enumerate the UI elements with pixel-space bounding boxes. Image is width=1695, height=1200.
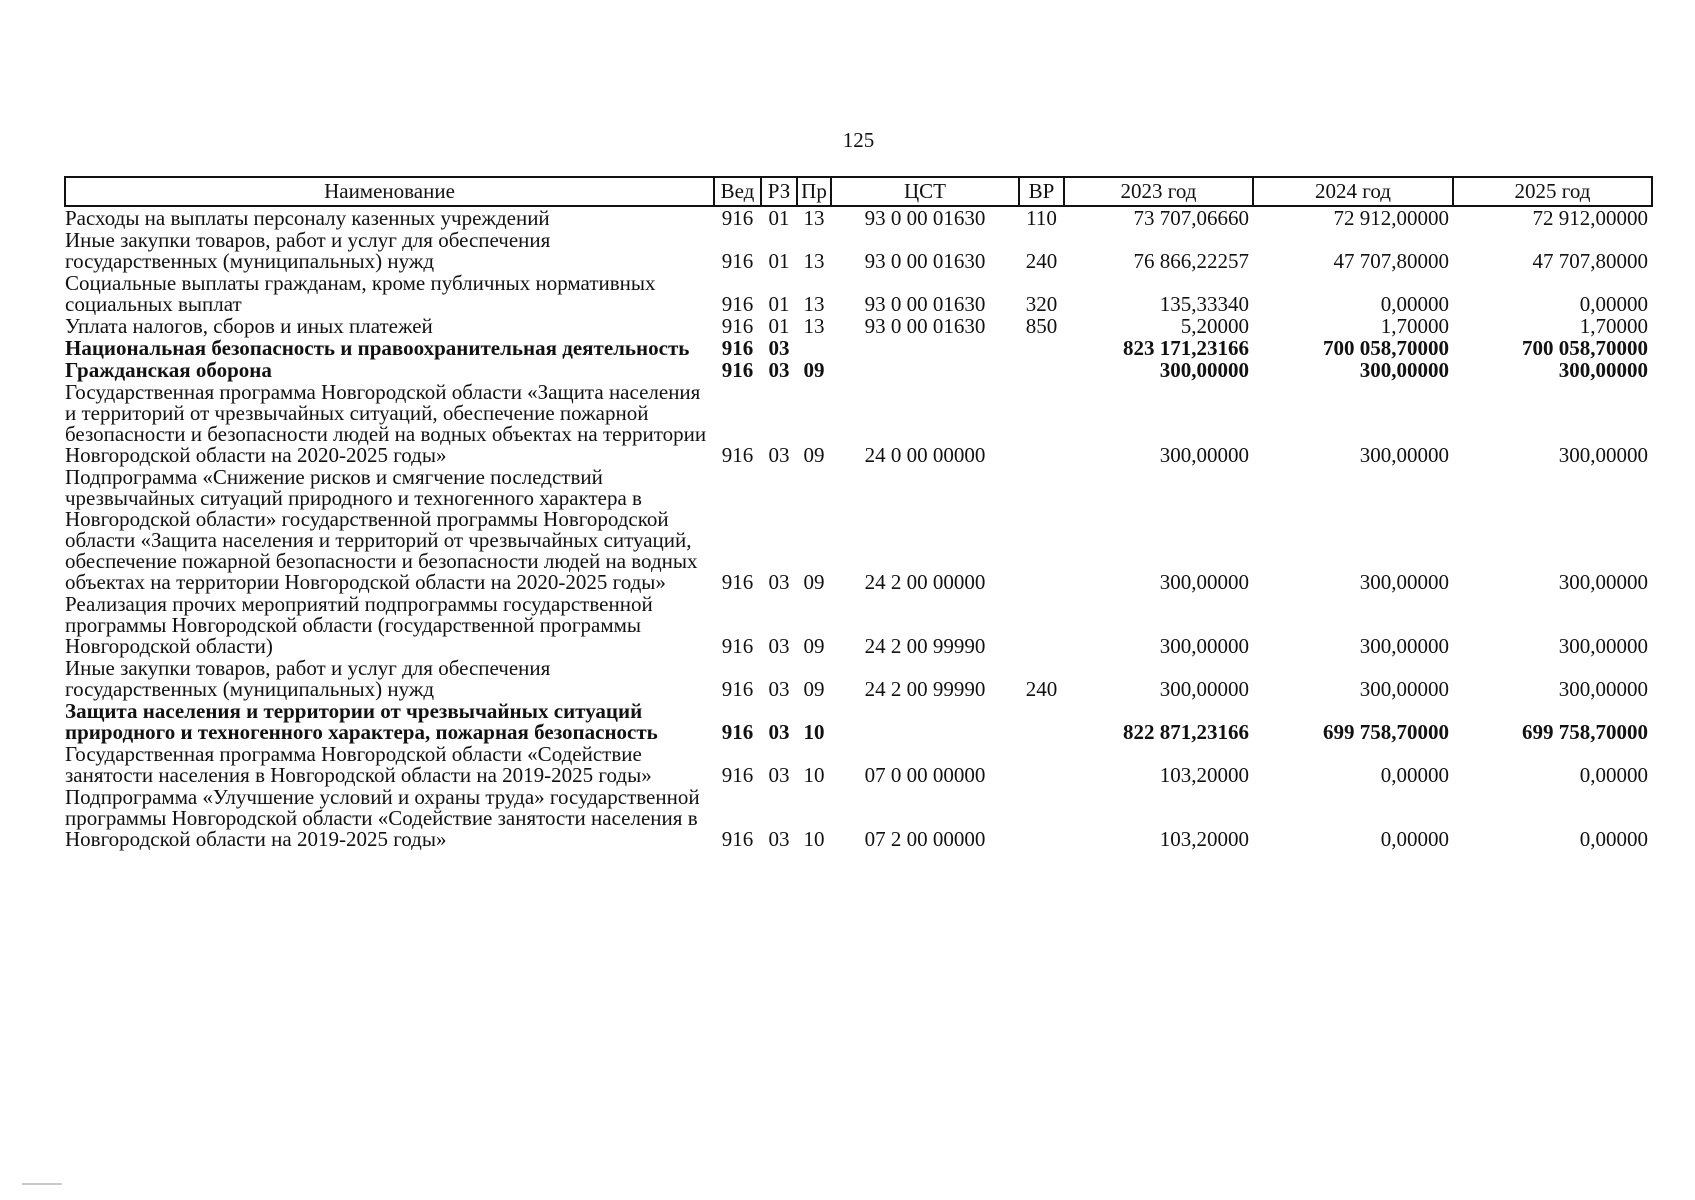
- cell-vr: [1019, 337, 1064, 359]
- header-name: Наименование: [65, 177, 714, 206]
- cell-2023: 822 871,23166: [1123, 720, 1249, 744]
- cell-2023: 300,00000: [1159, 634, 1249, 658]
- header-2025: 2025 год: [1453, 177, 1652, 206]
- table-row: [65, 381, 1652, 466]
- cell-ved: 916: [721, 336, 754, 360]
- cell-name: Государственная программа Новгородской области «Защита населения и территорий от чрезвычайных ситуаций, обеспечение пожарной безопасности и безопасности людей на водных объектах на территории Новгородской области на 2020-2025 годы»: [65, 380, 707, 467]
- cell-2023: 103,20000: [1159, 827, 1249, 851]
- cell-2023: 300,00000: [1159, 677, 1249, 701]
- cell-2024: 72 912,00000: [1333, 206, 1449, 230]
- cell-cst: 24 2 00 99990: [864, 634, 986, 658]
- cell-pr: 13: [803, 249, 825, 273]
- cell-cst: 07 2 00 00000: [864, 827, 986, 851]
- cell-cst: [831, 700, 1019, 743]
- cell-name: Реализация прочих мероприятий подпрограммы государственной программы Новгородской области (государственной программы Новгородской области): [65, 592, 653, 658]
- cell-vr: 850: [1025, 314, 1058, 338]
- scan-mark: [22, 1183, 62, 1185]
- cell-pr: 13: [803, 314, 825, 338]
- cell-name: Расходы на выплаты персоналу казенных учреждений: [65, 206, 550, 230]
- header-rz: РЗ: [761, 177, 797, 206]
- cell-vr: [1019, 593, 1064, 657]
- table-row: [65, 359, 1652, 381]
- cell-ved: 916: [721, 314, 754, 338]
- cell-ved: 916: [721, 720, 754, 744]
- cell-pr: 09: [803, 634, 825, 658]
- cell-2024: 300,00000: [1359, 358, 1449, 382]
- cell-2023: 300,00000: [1159, 570, 1249, 594]
- cell-2024: 300,00000: [1359, 443, 1449, 467]
- table-row: [65, 786, 1652, 850]
- table-row: [65, 466, 1652, 593]
- cell-2025: 0,00000: [1579, 827, 1648, 851]
- budget-table: [64, 176, 1653, 850]
- cell-rz: 01: [768, 292, 790, 316]
- cell-2023: 5,20000: [1180, 314, 1249, 338]
- cell-rz: 03: [768, 763, 790, 787]
- cell-ved: 916: [721, 249, 754, 273]
- cell-pr: 09: [803, 570, 825, 594]
- cell-vr: 240: [1025, 677, 1058, 701]
- cell-rz: 03: [768, 443, 790, 467]
- cell-name: Подпрограмма «Снижение рисков и смягчение последствий чрезвычайных ситуаций природного и техногенного характера в Новгородской области» государственной программы Новгородской области «Защита населения и территорий от чрезвычайных ситуаций, обеспечение пожарной безопасности и безопасности людей на водных объектах на территории Новгородской области на 2020-2025 годы»: [65, 465, 698, 594]
- cell-2023: 300,00000: [1159, 443, 1249, 467]
- cell-2025: 700 058,70000: [1522, 336, 1648, 360]
- table-row: [65, 593, 1652, 657]
- cell-2025: 0,00000: [1579, 292, 1648, 316]
- cell-pr: 09: [803, 358, 825, 382]
- cell-rz: 03: [768, 570, 790, 594]
- table-row: [65, 315, 1652, 337]
- cell-2024: 0,00000: [1380, 292, 1449, 316]
- cell-2025: 300,00000: [1558, 677, 1648, 701]
- cell-2025: 699 758,70000: [1522, 720, 1648, 744]
- cell-2024: 300,00000: [1359, 677, 1449, 701]
- cell-pr: 13: [803, 292, 825, 316]
- cell-name: Защита населения и территории от чрезвычайных ситуаций природного и техногенного характера, пожарная безопасность: [65, 699, 658, 744]
- cell-cst: [831, 337, 1019, 359]
- cell-rz: 03: [768, 677, 790, 701]
- header-2023: 2023 год: [1064, 177, 1253, 206]
- cell-2024: 0,00000: [1380, 763, 1449, 787]
- cell-pr: [797, 337, 831, 359]
- cell-rz: 01: [768, 249, 790, 273]
- table-row: [65, 206, 1652, 229]
- cell-vr: 320: [1025, 292, 1058, 316]
- cell-name: Государственная программа Новгородской области «Содействие занятости населения в Новгородской области на 2019-2025 годы»: [65, 742, 652, 787]
- cell-ved: 916: [721, 763, 754, 787]
- cell-ved: 916: [721, 570, 754, 594]
- cell-pr: 10: [803, 763, 825, 787]
- cell-2025: 300,00000: [1558, 358, 1648, 382]
- cell-pr: 13: [803, 206, 825, 230]
- cell-name: Гражданская оборона: [65, 358, 272, 382]
- page-number: 125: [842, 128, 875, 152]
- cell-cst: 24 2 00 99990: [864, 677, 986, 701]
- cell-rz: 03: [768, 634, 790, 658]
- header-cst: ЦСТ: [831, 177, 1019, 206]
- cell-2024: 300,00000: [1359, 570, 1449, 594]
- cell-name: Уплата налогов, сборов и иных платежей: [65, 314, 433, 338]
- header-2024: 2024 год: [1253, 177, 1453, 206]
- cell-rz: 03: [768, 358, 790, 382]
- cell-cst: [831, 359, 1019, 381]
- header-vr: ВР: [1019, 177, 1064, 206]
- cell-cst: 93 0 00 01630: [864, 206, 986, 230]
- table-row: [65, 700, 1652, 743]
- cell-vr: [1019, 743, 1064, 786]
- cell-2025: 72 912,00000: [1532, 206, 1648, 230]
- cell-name: Социальные выплаты гражданам, кроме публичных нормативных социальных выплат: [65, 271, 656, 316]
- cell-2023: 76 866,22257: [1133, 249, 1249, 273]
- cell-pr: 09: [803, 677, 825, 701]
- cell-2025: 300,00000: [1558, 443, 1648, 467]
- table-row: [65, 229, 1652, 272]
- header-pr: Пр: [797, 177, 831, 206]
- cell-2023: 73 707,06660: [1133, 206, 1249, 230]
- cell-2024: 1,70000: [1380, 314, 1449, 338]
- cell-vr: [1019, 700, 1064, 743]
- cell-2025: 300,00000: [1558, 570, 1648, 594]
- cell-pr: 09: [803, 443, 825, 467]
- cell-rz: 01: [768, 314, 790, 338]
- cell-vr: 240: [1025, 249, 1058, 273]
- cell-cst: 07 0 00 00000: [864, 763, 986, 787]
- cell-ved: 916: [721, 206, 754, 230]
- cell-cst: 24 0 00 00000: [864, 443, 986, 467]
- cell-2024: 47 707,80000: [1333, 249, 1449, 273]
- cell-2023: 135,33340: [1159, 292, 1249, 316]
- cell-ved: 916: [721, 292, 754, 316]
- cell-name: Иные закупки товаров, работ и услуг для обеспечения государственных (муниципальных) нужд: [65, 656, 551, 701]
- cell-2025: 0,00000: [1579, 763, 1648, 787]
- cell-rz: 03: [768, 336, 790, 360]
- cell-name: Иные закупки товаров, работ и услуг для обеспечения государственных (муниципальных) нужд: [65, 228, 551, 273]
- table-row: [65, 337, 1652, 359]
- header-ved: Вед: [714, 177, 761, 206]
- cell-2023: 103,20000: [1159, 763, 1249, 787]
- cell-ved: 916: [721, 358, 754, 382]
- cell-ved: 916: [721, 443, 754, 467]
- cell-rz: 01: [768, 206, 790, 230]
- cell-ved: 916: [721, 827, 754, 851]
- cell-2025: 47 707,80000: [1532, 249, 1648, 273]
- cell-cst: 93 0 00 01630: [864, 292, 986, 316]
- cell-vr: [1019, 381, 1064, 466]
- cell-pr: 10: [803, 720, 825, 744]
- cell-2024: 699 758,70000: [1323, 720, 1449, 744]
- table-row: [65, 657, 1652, 700]
- cell-2025: 300,00000: [1558, 634, 1648, 658]
- cell-rz: 03: [768, 827, 790, 851]
- table-header-row: [65, 177, 1652, 206]
- table-body: [65, 206, 1652, 850]
- cell-vr: [1019, 359, 1064, 381]
- cell-2024: 700 058,70000: [1323, 336, 1449, 360]
- cell-cst: 93 0 00 01630: [864, 314, 986, 338]
- cell-2024: 300,00000: [1359, 634, 1449, 658]
- cell-rz: 03: [768, 720, 790, 744]
- cell-vr: [1019, 786, 1064, 850]
- cell-ved: 916: [721, 634, 754, 658]
- cell-cst: 93 0 00 01630: [864, 249, 986, 273]
- cell-ved: 916: [721, 677, 754, 701]
- cell-pr: 10: [803, 827, 825, 851]
- cell-vr: [1019, 466, 1064, 593]
- cell-2025: 1,70000: [1579, 314, 1648, 338]
- table-row: [65, 743, 1652, 786]
- cell-name: Национальная безопасность и правоохранительная деятельность: [65, 336, 690, 360]
- table-row: [65, 272, 1652, 315]
- cell-name: Подпрограмма «Улучшение условий и охраны труда» государственной программы Новгородской области «Содействие занятости населения в Новгородской области на 2019-2025 годы»: [65, 785, 700, 851]
- cell-cst: 24 2 00 00000: [864, 570, 986, 594]
- cell-2023: 300,00000: [1159, 358, 1249, 382]
- cell-2024: 0,00000: [1380, 827, 1449, 851]
- cell-2023: 823 171,23166: [1123, 336, 1249, 360]
- cell-vr: 110: [1026, 206, 1057, 230]
